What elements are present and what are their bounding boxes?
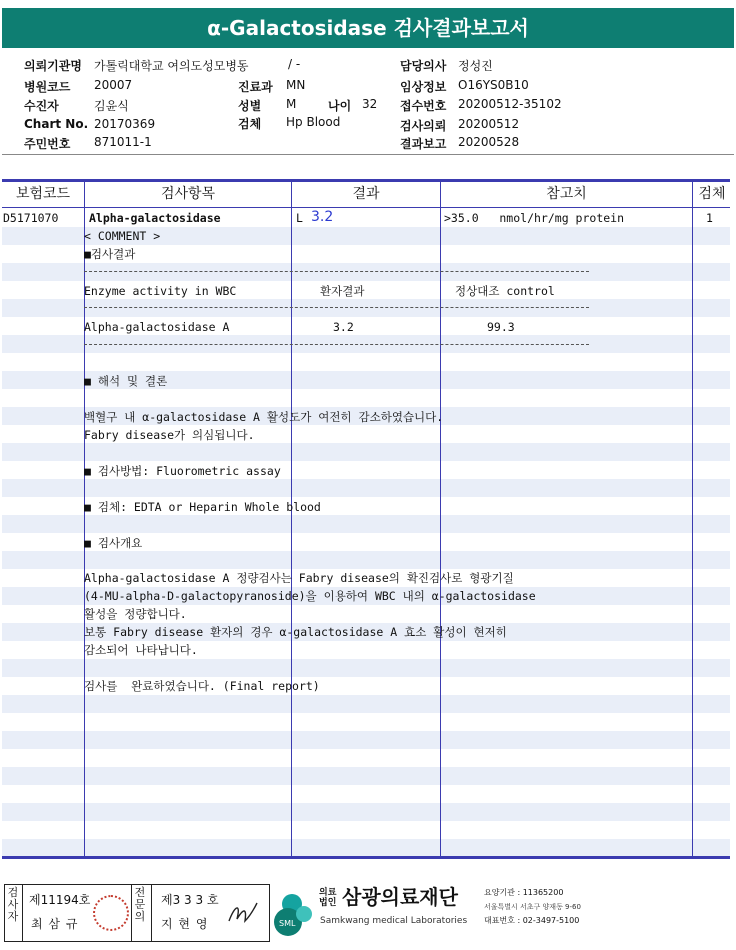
specimen-label: 검체 (238, 117, 262, 131)
col-header-result: 결과 (352, 186, 380, 202)
clinical-info-label: 임상정보 (400, 80, 447, 94)
doctor-value: 정성진 (458, 59, 493, 73)
logo-text: SML (279, 919, 296, 928)
dashed-rule-1 (84, 271, 589, 272)
institution-value: 가톨릭대학교 여의도성모병동 (94, 59, 249, 73)
row-stripe (2, 551, 730, 569)
institution-no: 요양기관 : 11365200 (484, 888, 564, 897)
sex-value: M (286, 97, 297, 111)
col-header-code: 보험코드 (15, 186, 71, 202)
sig-divider-2 (131, 885, 132, 941)
clinical-info-value: O16YS0B10 (458, 78, 529, 92)
row-stripe (2, 479, 730, 497)
row-result: 3.2 (311, 209, 334, 225)
receipt-value: 20200512-35102 (458, 97, 562, 111)
resident-label: 주민번호 (24, 137, 71, 151)
overview-line-1: Alpha-galactosidase A 정량검사는 Fabry disease의 확진검사로 형광기질 (84, 571, 514, 585)
results-col-b: 환자결과 (320, 284, 365, 298)
sig-divider-3 (151, 885, 152, 941)
section-interpretation-heading: ■ 해석 및 결론 (84, 374, 168, 388)
inspector-label: 전문의 (134, 886, 146, 923)
row-stripe (2, 731, 730, 749)
sig-divider-1 (22, 885, 23, 941)
overview-line-5: 감소되어 나타납니다. (84, 643, 198, 657)
row-stripe (2, 299, 730, 317)
receipt-label: 접수번호 (400, 99, 447, 113)
dept-label: 진료과 (238, 80, 273, 94)
row-stripe (2, 443, 730, 461)
examiner-no: 제11194호 (29, 893, 91, 907)
age-label: 나이 (328, 99, 352, 113)
inspector-name: 지 현 영 (161, 917, 209, 931)
dept-value: MN (286, 78, 306, 92)
address: 서울특별시 서초구 양재동 9-60 (484, 903, 581, 911)
section-overview-heading: ■ 검사개요 (84, 536, 143, 550)
inspector-no: 제3 3 3 호 (161, 893, 219, 907)
patient-label: 수진자 (24, 99, 59, 113)
header-divider (2, 154, 734, 155)
specimen-line: ■ 검체: EDTA or Heparin Whole blood (84, 500, 321, 514)
report-date-label: 결과보고 (400, 137, 447, 151)
request-label: 검사의뢰 (400, 119, 447, 133)
dashed-rule-3 (84, 344, 589, 345)
report-title: α-Galactosidase 검사결과보고서 (2, 8, 734, 48)
row-stripe (2, 839, 730, 857)
resident-value: 871011-1 (94, 135, 152, 149)
final-report-line: 검사를 완료하였습니다. (Final report) (84, 679, 320, 693)
row-stripe (2, 659, 730, 677)
interpretation-line-2: Fabry disease가 의심됩니다. (84, 428, 255, 442)
col-header-item: 검사항목 (160, 186, 216, 202)
org-name-en: Samkwang medical Laboratories (320, 916, 468, 926)
row-specimen: 1 (706, 211, 713, 225)
chart-value: 20170369 (94, 117, 156, 131)
row-stripe (2, 515, 730, 533)
row-stripe (2, 695, 730, 713)
method-line: ■ 검사방법: Fluorometric assay (84, 464, 281, 478)
row-stripe (2, 803, 730, 821)
patient-value: 김윤식 (94, 99, 129, 113)
col-header-specimen: 검체 (698, 186, 726, 202)
chart-label: Chart No. (24, 117, 89, 131)
overview-line-3: 활성을 정량합니다. (84, 607, 187, 621)
col-header-reference: 참고치 (546, 186, 587, 202)
institution-label: 의뢰기관명 (24, 59, 82, 73)
table-header-divider (2, 207, 730, 208)
row-item: Alpha-galactosidase (89, 211, 221, 225)
row-code: D5171070 (3, 211, 59, 225)
overview-line-2: (4-MU-alpha-D-galactopyranoside)을 이용하여 WBC 내의 α-galactosidase (84, 589, 536, 603)
row-stripe (2, 263, 730, 281)
interpretation-line-1: 백혈구 내 α-galactosidase A 활성도가 여전히 감소하였습니다. (84, 410, 444, 424)
examiner-label: 검사자 (7, 886, 19, 923)
sml-logo-icon (270, 884, 316, 940)
col-divider-2 (291, 181, 292, 857)
request-value: 20200512 (458, 117, 520, 131)
org-type: 의료법인 (319, 888, 337, 908)
results-col-a: Enzyme activity in WBC (84, 284, 237, 298)
specimen-value: Hp Blood (286, 115, 341, 129)
col-divider-4 (692, 181, 693, 857)
row-reference: >35.0 nmol/hr/mg protein (444, 211, 625, 225)
row-stripe (2, 767, 730, 785)
org-name: 삼광의료재단 (342, 885, 458, 909)
results-row-b: 3.2 (333, 320, 354, 334)
overview-line-4: 보통 Fabry disease 환자의 경우 α-galactosidase A 효소 활성이 현저히 (84, 625, 507, 639)
dashed-rule-2 (84, 307, 589, 308)
table-bottom-border (2, 856, 730, 859)
age-value: 32 (362, 97, 378, 111)
examiner-seal-icon (93, 895, 129, 931)
hospital-code-label: 병원코드 (24, 80, 71, 94)
ward-value: / - (288, 57, 301, 71)
row-flag: L (296, 211, 303, 225)
results-row-a: Alpha-galactosidase A (84, 320, 230, 334)
signature-box (4, 884, 270, 942)
results-row-c: 99.3 (487, 320, 515, 334)
report-date-value: 20200528 (458, 135, 520, 149)
sex-label: 성별 (238, 99, 262, 113)
doctor-label: 담당의사 (400, 59, 447, 73)
comment-tag: < COMMENT > (84, 229, 161, 243)
section-results-heading: ■검사결과 (84, 247, 136, 261)
inspector-signature-icon (225, 899, 259, 929)
phone: 대표번호 : 02-3497-5100 (484, 916, 580, 925)
col-divider-3 (440, 181, 441, 857)
hospital-code-value: 20007 (94, 78, 133, 92)
results-col-c: 정상대조 control (455, 284, 555, 298)
examiner-name: 최 삼 규 (31, 917, 79, 931)
